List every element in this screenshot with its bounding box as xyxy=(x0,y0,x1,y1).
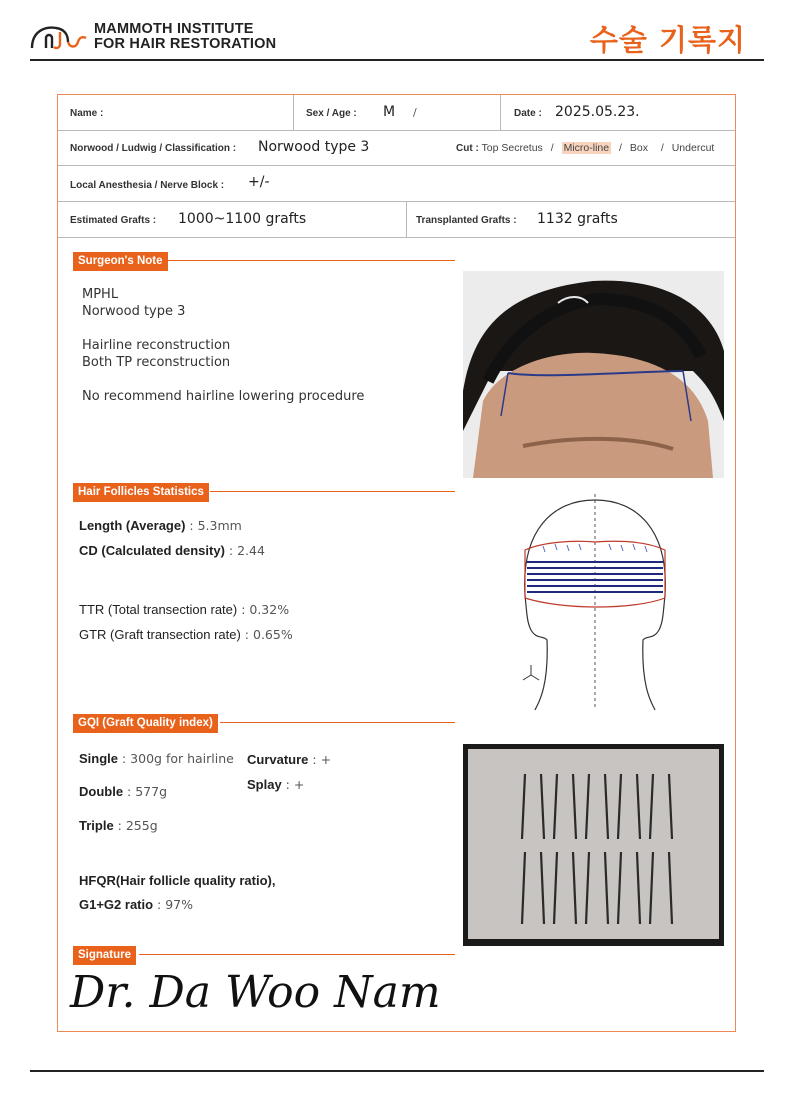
length-label: Length (Average) xyxy=(79,518,186,533)
institute-logo xyxy=(30,20,280,56)
section-rule xyxy=(220,722,455,723)
section-rule xyxy=(210,491,455,492)
anesthesia-value: +/- xyxy=(248,174,270,190)
donor-area-diagram xyxy=(513,490,673,712)
length-stat xyxy=(79,518,242,533)
record-frame xyxy=(57,94,736,1032)
cut-option-box[interactable]: Box xyxy=(629,142,648,154)
cut-options xyxy=(456,142,714,154)
gqi-title: GQI (Graft Quality index) xyxy=(73,714,218,733)
cut-separator: / xyxy=(660,142,664,154)
sex-age-separator: / xyxy=(413,106,417,119)
estimated-grafts-label: Estimated Grafts : xyxy=(70,215,157,226)
cd-label: CD (Calculated density) xyxy=(79,543,225,558)
date-value: 2025.05.23. xyxy=(555,104,640,120)
grafts-photo-image xyxy=(463,744,724,946)
surgeons-note-text: MPHL Norwood type 3 Hairline reconstruction Both TP reconstruction No recommend hairline lowering procedure xyxy=(82,287,365,404)
transplanted-grafts-label: Transplanted Grafts : xyxy=(416,215,517,226)
classification-value: Norwood type 3 xyxy=(258,139,370,155)
cut-separator: / xyxy=(619,142,622,154)
ttr-stat xyxy=(79,602,289,617)
single-label: Single xyxy=(79,751,119,766)
anesthesia-label: Local Anesthesia / Nerve Block : xyxy=(70,180,225,191)
info-row-grafts xyxy=(58,201,735,238)
hairline-photo xyxy=(463,271,724,478)
cut-option-undercut[interactable]: Undercut xyxy=(671,142,715,154)
hfqr-label: HFQR(Hair follicle quality ratio), xyxy=(79,873,276,888)
estimated-grafts-value: 1000~1100 grafts xyxy=(178,211,307,227)
cd-value: : 2.44 xyxy=(224,543,265,558)
double-value: : 577g xyxy=(123,784,168,799)
double-stat xyxy=(79,784,167,799)
ttr-label: TTR (Total transection rate) xyxy=(79,602,238,617)
info-row-classification xyxy=(58,130,735,166)
single-stat xyxy=(79,751,234,766)
ratio-value: : 97% xyxy=(153,897,194,912)
triple-label: Triple xyxy=(79,818,114,833)
cut-separator: / xyxy=(550,142,554,154)
triple-stat xyxy=(79,818,158,833)
hfqr-stat xyxy=(79,873,275,888)
double-label: Double xyxy=(79,784,124,799)
mammoth-logo-icon xyxy=(30,22,90,52)
logo-text xyxy=(94,22,276,52)
cut-label: Cut : xyxy=(456,143,479,154)
single-value: : 300g for hairline xyxy=(118,751,234,766)
cut-option-top-secretus[interactable]: Top Secretus xyxy=(481,142,543,154)
curvature-stat xyxy=(247,752,331,767)
logo-line-2: FOR HAIR RESTORATION xyxy=(94,36,277,52)
info-row-anesthesia xyxy=(58,165,735,202)
row-divider xyxy=(406,201,407,237)
name-label: Name : xyxy=(70,108,104,119)
splay-stat xyxy=(247,777,304,792)
row-divider xyxy=(500,95,501,130)
date-label: Date : xyxy=(514,108,542,119)
classification-label: Norwood / Ludwig / Classification : xyxy=(70,143,237,154)
section-rule xyxy=(139,954,455,955)
triple-value: : 255g xyxy=(113,818,158,833)
cut-option-micro-line[interactable]: Micro-line xyxy=(563,142,610,154)
curvature-value: : + xyxy=(308,752,332,767)
header-divider xyxy=(30,59,764,61)
cd-stat xyxy=(79,543,265,558)
grafts-photo xyxy=(463,744,724,946)
gtr-stat xyxy=(79,627,293,642)
sex-value: M xyxy=(383,104,396,120)
hairline-photo-image xyxy=(463,271,724,478)
section-rule xyxy=(168,260,455,261)
gtr-label: GTR (Graft transection rate) xyxy=(79,627,241,642)
ratio-label: G1+G2 ratio xyxy=(79,897,154,912)
length-value: : 5.3mm xyxy=(185,518,242,533)
splay-value: : + xyxy=(281,777,305,792)
info-row-name xyxy=(58,95,735,131)
document-title: 수술 기록지 xyxy=(589,23,746,57)
follicles-title: Hair Follicles Statistics xyxy=(73,483,209,502)
ttr-value: : 0.32% xyxy=(237,602,290,617)
gtr-value: : 0.65% xyxy=(240,627,293,642)
ratio-stat xyxy=(79,897,193,912)
doctor-signature: Dr. Da Woo Nam xyxy=(70,967,441,1018)
curvature-label: Curvature xyxy=(247,752,309,767)
footer-divider xyxy=(30,1070,764,1072)
row-divider xyxy=(293,95,294,130)
transplanted-grafts-value: 1132 grafts xyxy=(537,211,618,227)
sex-age-label: Sex / Age : xyxy=(306,108,357,119)
splay-label: Splay xyxy=(247,777,282,792)
signature-title: Signature xyxy=(73,946,136,965)
logo-line-1: MAMMOTH INSTITUTE xyxy=(94,21,254,37)
surgeons-note-title: Surgeon's Note xyxy=(73,252,168,271)
